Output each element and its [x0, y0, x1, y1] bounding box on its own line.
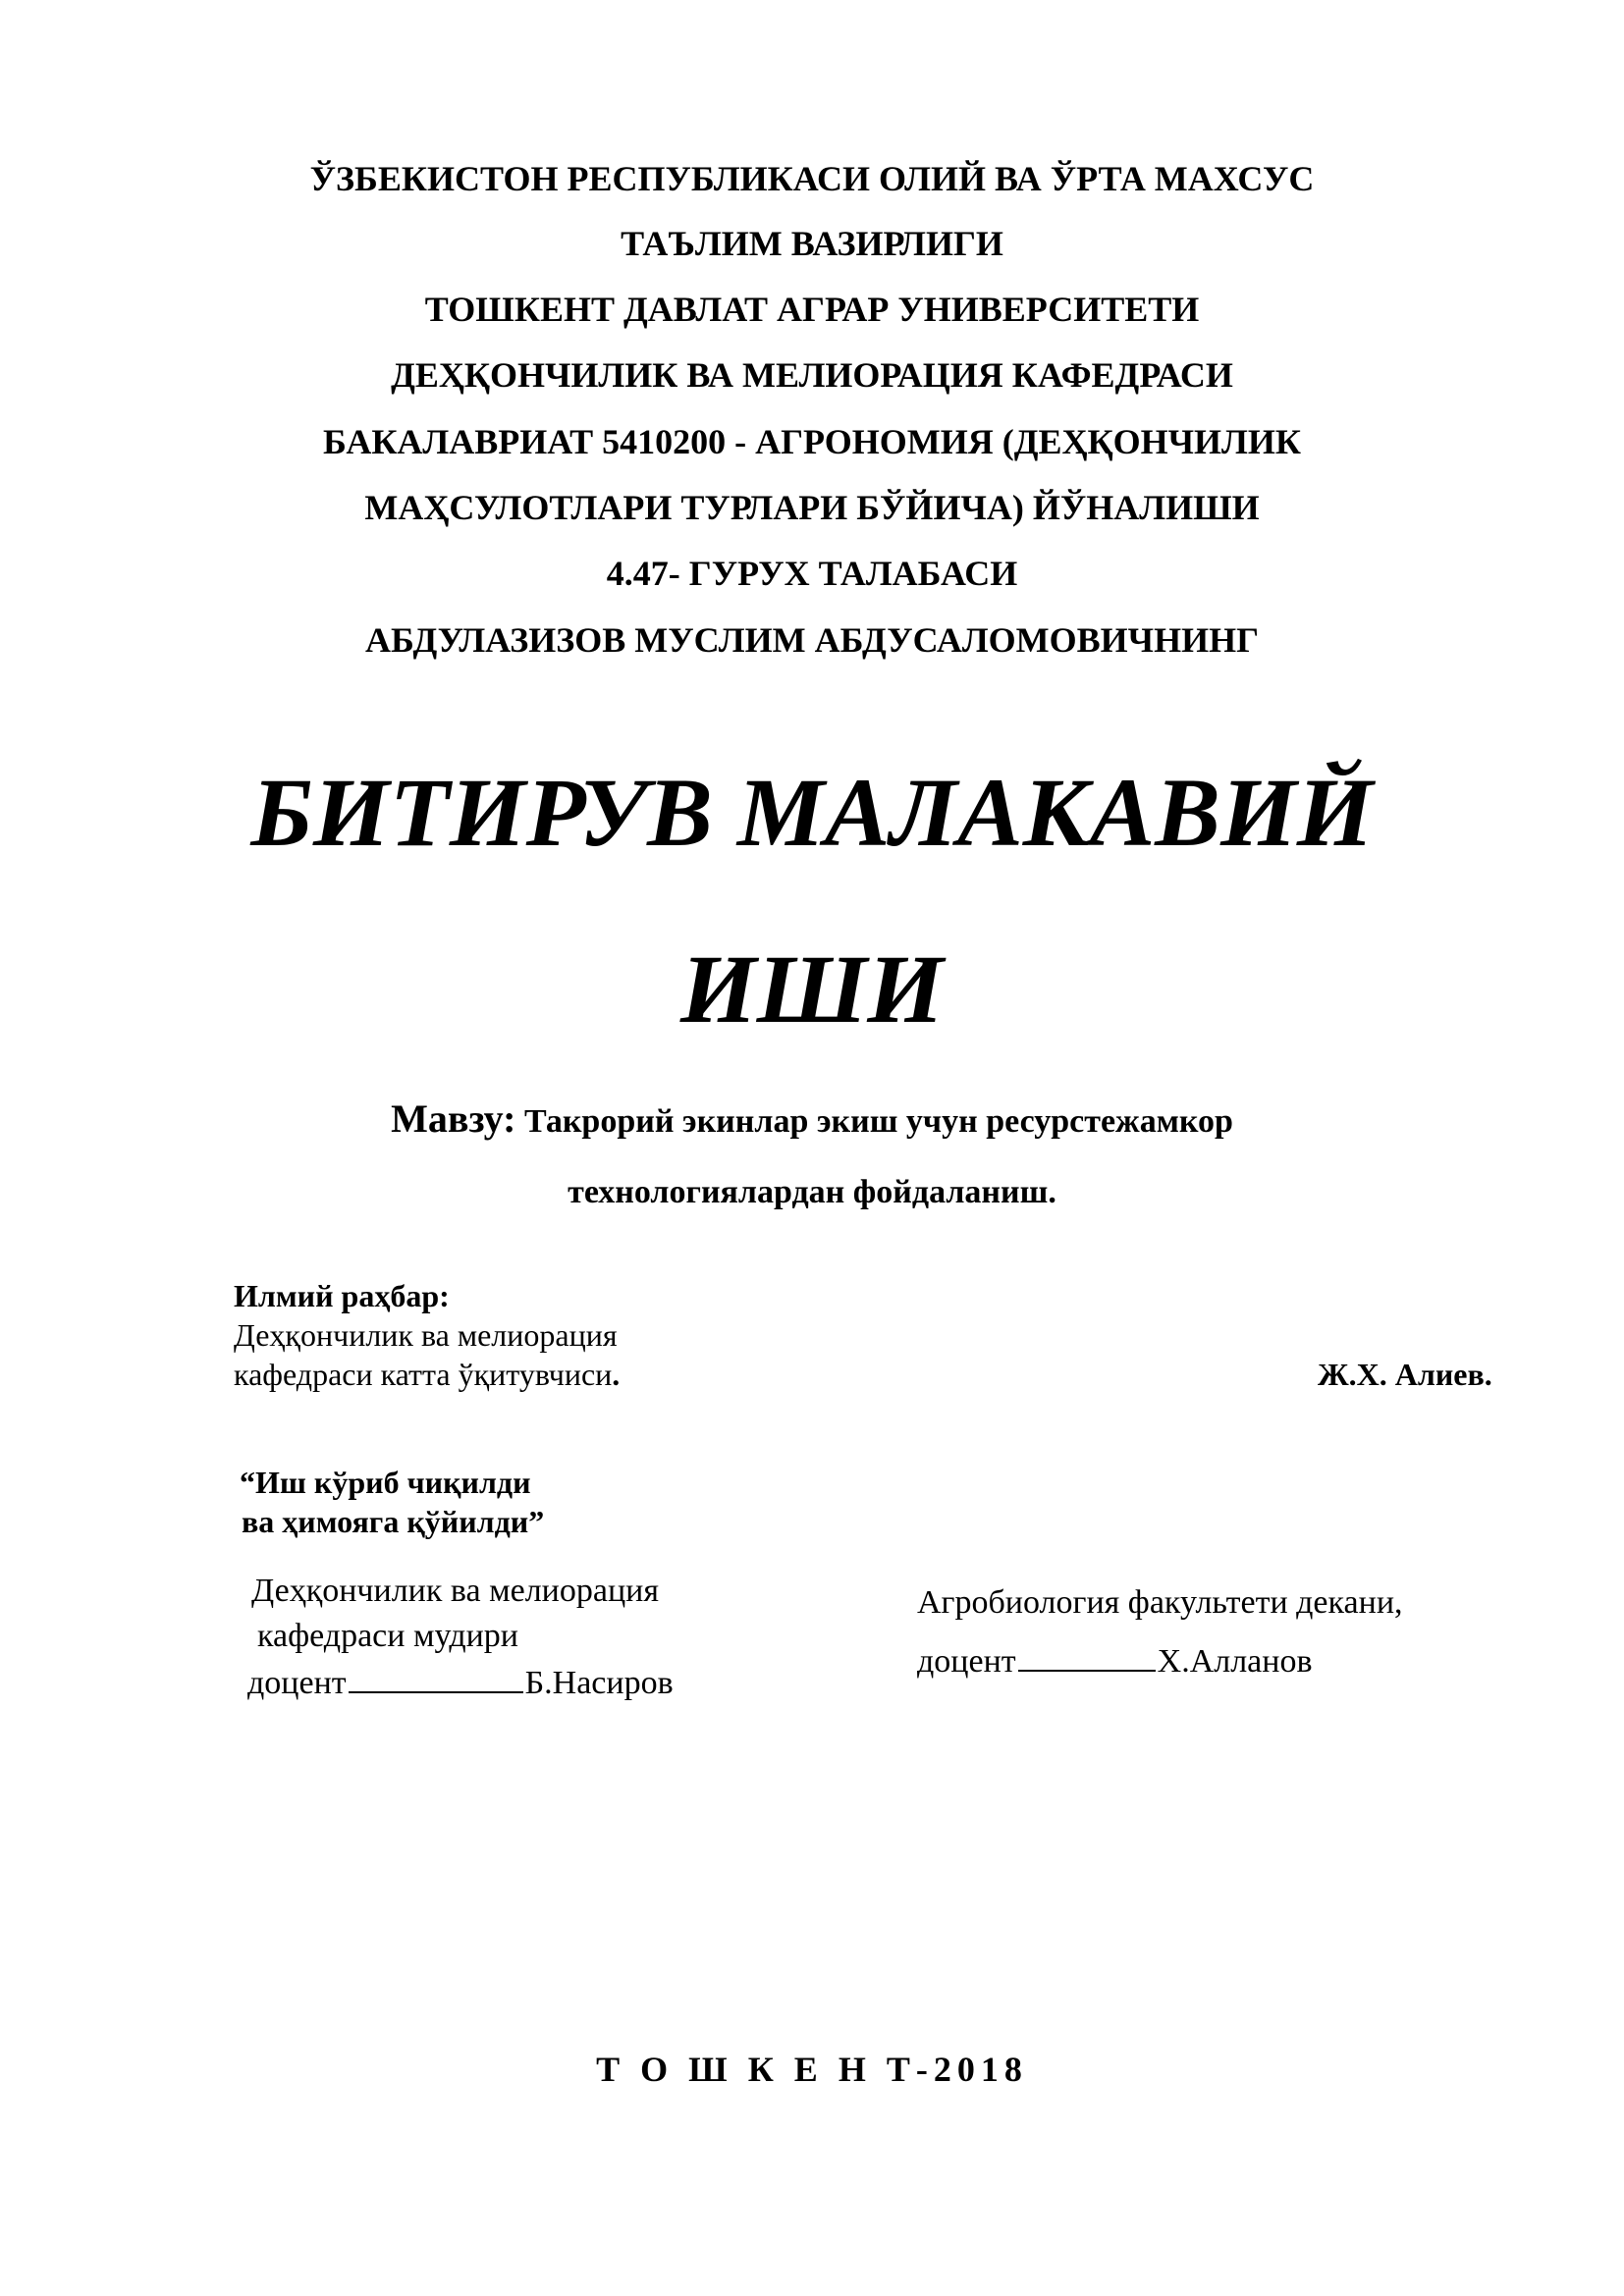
header-student-name: АБДУЛАЗИЗОВ МУСЛИМ АБДУСАЛОМОВИЧНИНГ	[365, 620, 1259, 660]
topic-label: Мавзу:	[391, 1096, 516, 1141]
topic-line-1	[0, 1097, 1624, 1144]
header-department: ДЕҲҚОНЧИЛИК ВА МЕЛИОРАЦИЯ КАФЕДРАСИ	[391, 355, 1233, 395]
dept-head-line-1: Деҳқончилик ва мелиорация	[251, 1573, 659, 1609]
supervisor-name: Ж.Х. Алиев.	[1318, 1357, 1492, 1392]
header-program-line-2: МАҲСУЛОТЛАРИ ТУРЛАРИ БЎЙИЧА) ЙЎНАЛИШИ	[364, 488, 1260, 527]
signature-blank	[349, 1664, 523, 1693]
supervisor-dept-line-1: Деҳқончилик ва мелиорация	[234, 1317, 618, 1353]
dept-head-line-2: кафедраси мудири	[257, 1618, 519, 1654]
approval-line-1: “Иш кўриб чиқилди	[240, 1465, 531, 1500]
header-ministry-line-2: ТАЪЛИМ ВАЗИРЛИГИ	[621, 224, 1003, 263]
topic-line-2: технологиялардан фойдаланиш.	[568, 1174, 1056, 1210]
dean-name: Х.Алланов	[1157, 1643, 1313, 1680]
signature-blank	[1018, 1642, 1156, 1672]
supervisor-heading: Илмий раҳбар:	[234, 1278, 450, 1313]
header-ministry-line-1: ЎЗБЕКИСТОН РЕСПУБЛИКАСИ ОЛИЙ ВА ЎРТА МАХСУС	[309, 159, 1315, 198]
dean-signature-line	[917, 1641, 1313, 1682]
supervisor-position-dot: .	[612, 1357, 621, 1392]
dean-title: доцент	[917, 1643, 1016, 1680]
dean-line-1: Агробиология факультети декани,	[917, 1584, 1403, 1621]
supervisor-dept-line-2	[234, 1355, 620, 1394]
header-group: 4.47- ГУРУХ ТАЛАБАСИ	[606, 554, 1018, 593]
header-university: ТОШКЕНТ ДАВЛАТ АГРАР УНИВЕРСИТЕТИ	[424, 290, 1200, 329]
topic-text-1: Такрорий экинлар экиш учун ресурстежамкор	[515, 1103, 1233, 1140]
header-program-line-1: БАКАЛАВРИАТ 5410200 - АГРОНОМИЯ (ДЕҲҚОНЧИЛИК	[323, 422, 1301, 461]
thesis-title-line-2: ИШИ	[679, 934, 945, 1043]
approval-line-2: ва ҳимояга қўйилди”	[242, 1504, 545, 1539]
thesis-title-line-1: БИТИРУВ МАЛАКАВИЙ	[250, 758, 1374, 867]
dept-head-signature-line	[247, 1663, 674, 1704]
supervisor-position: кафедраси катта ўқитувчиси	[234, 1357, 613, 1392]
dept-head-title: доцент	[247, 1665, 347, 1701]
dept-head-name: Б.Насиров	[524, 1665, 674, 1701]
footer-city-year: Т О Ш К Е Н Т-2018	[596, 2050, 1028, 2089]
